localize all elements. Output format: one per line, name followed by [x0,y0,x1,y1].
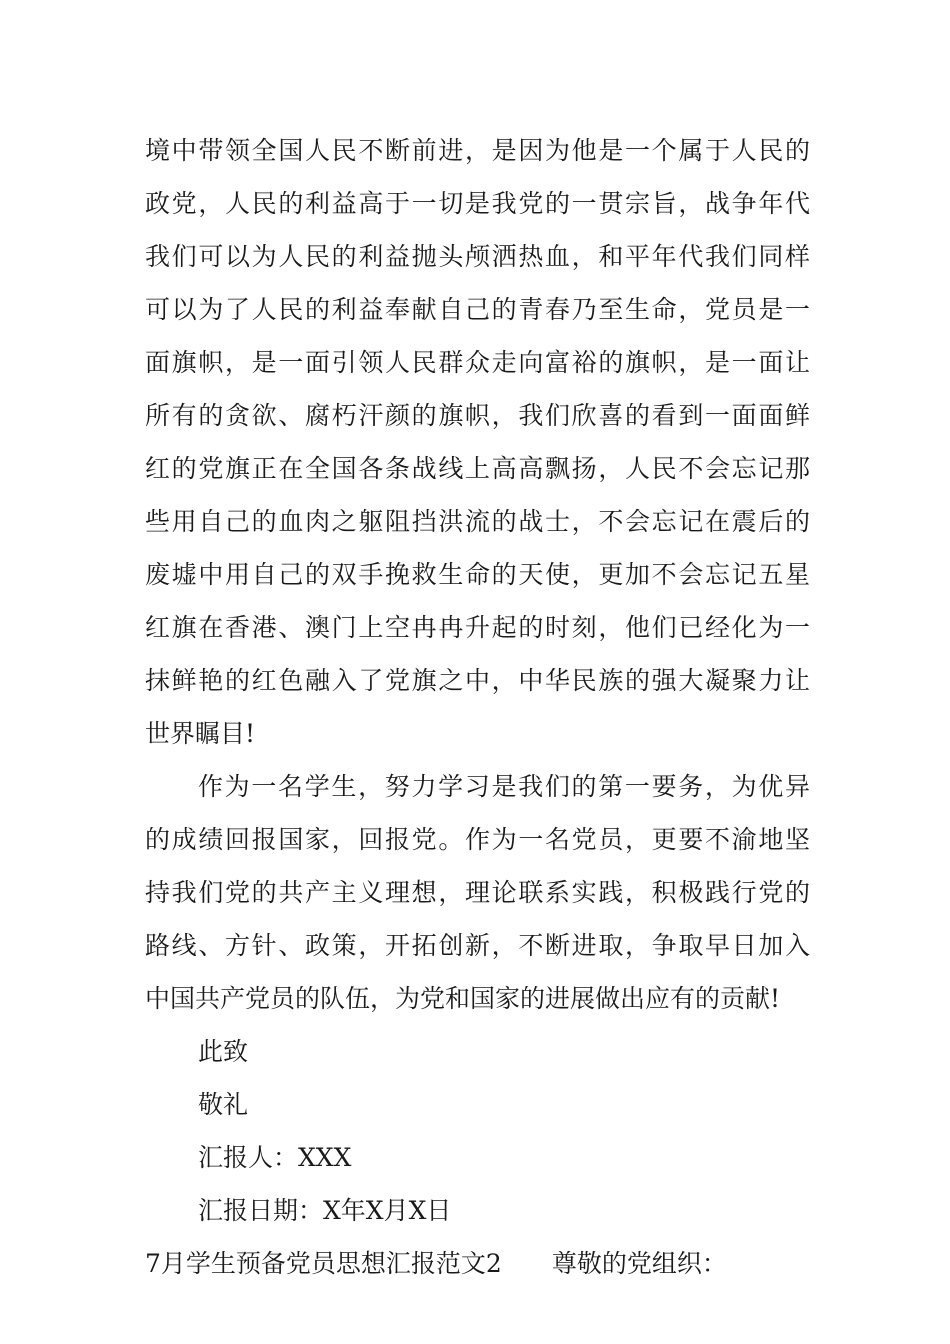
text-line: 面旗帜，是一面引领人民群众走向富裕的旗帜，是一面让 [145,348,810,377]
text-line: 作为一名学生，努力学习是我们的第一要务，为优异 [198,772,810,801]
text-line: 些用自己的血肉之躯阻挡洪流的战士，不会忘记在震后的 [145,507,810,536]
date-line: 汇报日期：X年X月X日 [198,1196,452,1225]
text-line: 路线、方针、政策，开拓创新，不断进取，争取早日加入 [145,931,810,960]
text-line: 中国共产党员的队伍，为党和国家的进展做出应有的贡献! [145,984,781,1013]
text-line: 持我们党的共产主义理想，理论联系实践，积极践行党的 [145,878,810,907]
paragraph-1 [145,124,810,760]
closing-section [145,1025,810,1237]
text-line: 的成绩回报国家，回报党。作为一名党员，更要不渝地坚 [145,825,810,854]
text-line: 政党，人民的利益高于一切是我党的一贯宗旨，战争年代 [145,189,810,218]
text-line: 抹鲜艳的红色融入了党旗之中，中华民族的强大凝聚力让 [145,666,810,695]
next-article-title: 7月学生预备党员思想汇报范文2 [145,1249,502,1278]
text-line: 可以为了人民的利益奉献自己的青春乃至生命，党员是一 [145,295,810,324]
text-line: 所有的贪欲、腐朽汗颜的旗帜，我们欣喜的看到一面面鲜 [145,401,810,430]
paragraph-2 [145,760,810,1025]
next-article-heading [145,1237,810,1290]
text-line: 我们可以为人民的利益抛头颅洒热血，和平年代我们同样 [145,242,810,271]
text-line: 红旗在香港、澳门上空冉冉升起的时刻，他们已经化为一 [145,613,810,642]
text-line: 红的党旗正在全国各条战线上高高飘扬，人民不会忘记那 [145,454,810,483]
salutation-line-1: 此致 [198,1037,249,1066]
reporter-line: 汇报人：XXX [198,1143,352,1172]
text-line: 境中带领全国人民不断前进，是因为他是一个属于人民的 [145,136,810,165]
salutation-line-2: 敬礼 [198,1090,249,1119]
next-article-greeting: 尊敬的党组织： [551,1249,727,1278]
text-line: 废墟中用自己的双手挽救生命的天使，更加不会忘记五星 [145,560,810,589]
text-line: 世界瞩目! [145,719,256,748]
document-body [145,124,810,1290]
